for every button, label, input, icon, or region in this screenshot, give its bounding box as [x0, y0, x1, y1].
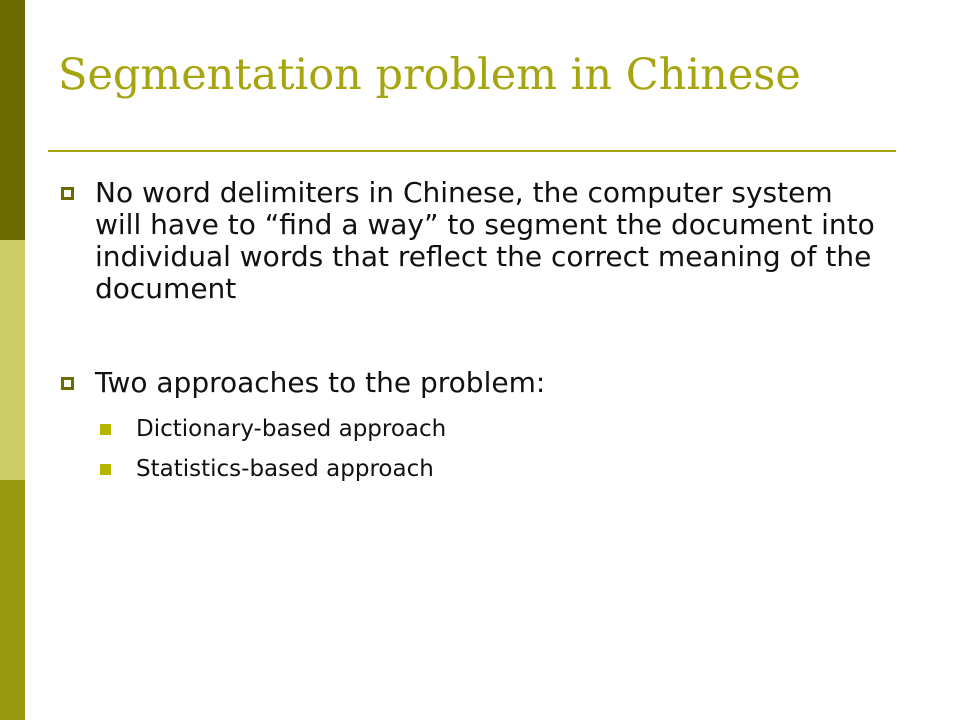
square-bullet-icon: [61, 377, 74, 390]
square-bullet-icon: [61, 187, 74, 200]
title-divider: [48, 150, 896, 152]
sub-bullet-text: Statistics-based approach: [136, 456, 434, 482]
bullet-list: [58, 177, 878, 489]
sub-bullet-text: Dictionary-based approach: [136, 416, 447, 442]
bullet-item: [58, 177, 878, 305]
sidebar-band-top: [0, 0, 25, 240]
bullet-text: No word delimiters in Chinese, the computer system will have to “find a way” to segment the document into individual words that reflect the correct meaning of the document: [95, 176, 875, 305]
filled-square-bullet-icon: [100, 424, 111, 435]
sidebar-band-bottom: [0, 480, 25, 720]
sidebar-band-middle: [0, 240, 25, 480]
bullet-item: [58, 367, 878, 489]
sub-bullet-item: [95, 409, 878, 449]
slide-title: Segmentation problem in Chinese: [58, 50, 801, 100]
sub-bullet-list: [95, 409, 878, 489]
filled-square-bullet-icon: [100, 464, 111, 475]
sub-bullet-item: [95, 449, 878, 489]
bullet-text: Two approaches to the problem:: [95, 366, 546, 399]
